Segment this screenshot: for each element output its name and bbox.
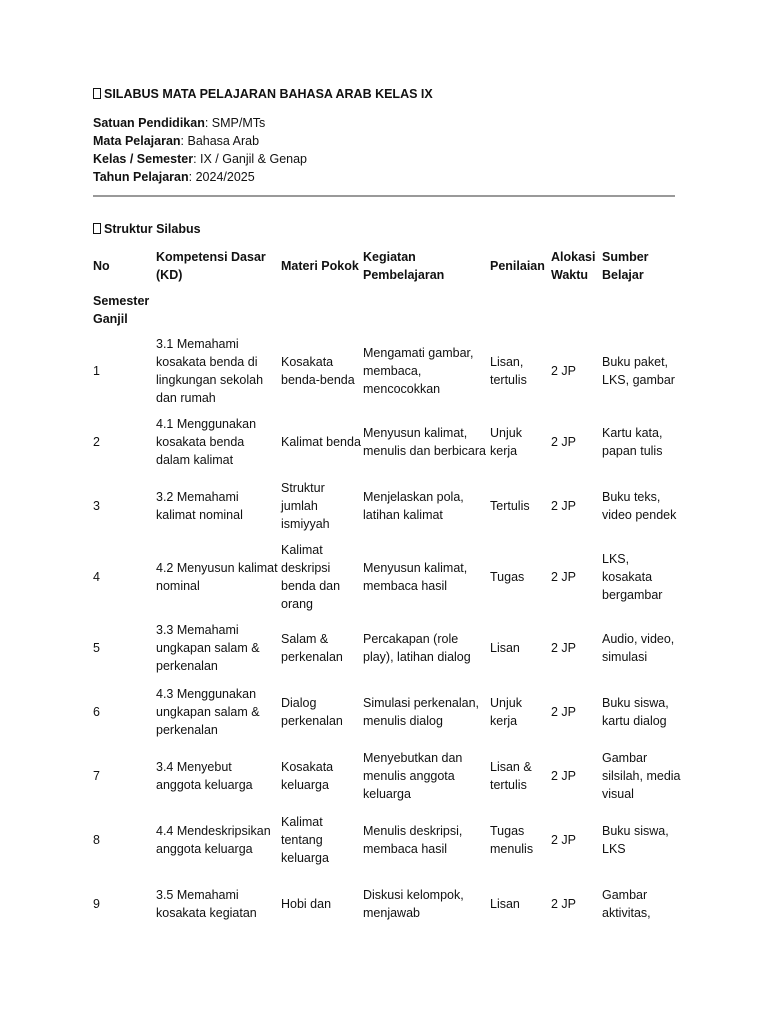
cell-penilaian: Unjuk kerja bbox=[490, 696, 522, 728]
cell-penilaian: Lisan & tertulis bbox=[490, 760, 532, 792]
cell-sumber: Buku paket, LKS, gambar bbox=[602, 355, 675, 387]
semester-row bbox=[93, 288, 683, 332]
table-row bbox=[93, 538, 683, 616]
table-row bbox=[93, 616, 683, 680]
cell-materi: Dialog perkenalan bbox=[281, 696, 343, 728]
cell-penilaian: Tugas menulis bbox=[490, 824, 534, 856]
table-row bbox=[93, 332, 683, 410]
cell-sumber: Audio, video, simulasi bbox=[602, 632, 675, 664]
cell-kegiatan: Menyusun kalimat, membaca hasil bbox=[363, 561, 468, 593]
meta-line-school: Satuan Pendidikan: SMP/MTs bbox=[93, 116, 266, 130]
cell-kegiatan: Diskusi kelompok, menjawab bbox=[363, 888, 464, 920]
cell-no: 1 bbox=[93, 364, 100, 378]
cell-no: 5 bbox=[93, 641, 100, 655]
document-title: SILABUS MATA PELAJARAN BAHASA ARAB KELAS IX bbox=[93, 87, 433, 101]
cell-penilaian: Unjuk kerja bbox=[490, 426, 522, 458]
cell-kegiatan: Percakapan (role play), latihan dialog bbox=[363, 632, 471, 664]
cell-kd: 4.3 Menggunakan ungkapan salam & perkenalan bbox=[156, 687, 260, 737]
cell-penilaian: Tugas bbox=[490, 570, 525, 584]
cell-no: 3 bbox=[93, 499, 100, 513]
cell-penilaian: Lisan bbox=[490, 897, 520, 911]
column-header-sumber: Sumber Belajar bbox=[602, 250, 649, 282]
cell-materi: Kosakata keluarga bbox=[281, 760, 334, 792]
cell-materi: Kalimat deskripsi benda dan orang bbox=[281, 543, 341, 611]
cell-kd: 3.5 Memahami kosakata kegiatan bbox=[156, 888, 257, 920]
cell-penilaian: Lisan, tertulis bbox=[490, 355, 527, 387]
meta-line-class: Kelas / Semester: IX / Ganjil & Genap bbox=[93, 152, 308, 166]
cell-kegiatan: Menjelaskan pola, latihan kalimat bbox=[363, 490, 464, 522]
table-row bbox=[93, 744, 683, 808]
cell-sumber: LKS, kosakata bergambar bbox=[602, 552, 663, 602]
cell-kd: 3.1 Memahami kosakata benda di lingkungan sekolah dan rumah bbox=[156, 337, 264, 405]
semester-label: Semester Ganjil bbox=[93, 294, 150, 326]
missing-glyph-icon bbox=[93, 223, 101, 234]
column-header-kd: Kompetensi Dasar (KD) bbox=[156, 250, 266, 282]
cell-materi: Struktur jumlah ismiyyah bbox=[281, 481, 330, 531]
cell-materi: Salam & perkenalan bbox=[281, 632, 343, 664]
table-row bbox=[93, 680, 683, 744]
cell-kegiatan: Menyusun kalimat, menulis dan berbicara bbox=[363, 426, 486, 458]
cell-alokasi: 2 JP bbox=[551, 435, 577, 449]
cell-alokasi: 2 JP bbox=[551, 705, 577, 719]
cell-materi: Kalimat benda bbox=[281, 435, 361, 449]
cell-materi: Kalimat tentang keluarga bbox=[281, 815, 329, 865]
cell-kegiatan: Menyebutkan dan menulis anggota keluarga bbox=[363, 751, 463, 801]
horizontal-divider bbox=[93, 195, 675, 197]
cell-no: 8 bbox=[93, 833, 100, 847]
cell-sumber: Gambar aktivitas, bbox=[602, 888, 651, 920]
table-body bbox=[93, 288, 683, 936]
cell-no: 6 bbox=[93, 705, 100, 719]
cell-sumber: Kartu kata, papan tulis bbox=[602, 426, 663, 458]
cell-sumber: Gambar silsilah, media visual bbox=[602, 751, 681, 801]
cell-kd: 4.2 Menyusun kalimat nominal bbox=[156, 561, 278, 593]
cell-kd: 3.3 Memahami ungkapan salam & perkenalan bbox=[156, 623, 260, 673]
cell-kd: 4.4 Mendeskripsikan anggota keluarga bbox=[156, 824, 271, 856]
column-header-alokasi: Alokasi Waktu bbox=[551, 250, 596, 282]
cell-materi: Kosakata benda-benda bbox=[281, 355, 355, 387]
column-header-no: No bbox=[93, 259, 110, 273]
table-row bbox=[93, 410, 683, 474]
document-meta bbox=[93, 114, 307, 186]
cell-no: 4 bbox=[93, 570, 100, 584]
table-row bbox=[93, 474, 683, 538]
column-header-kegiatan: Kegiatan Pembelajaran bbox=[363, 250, 445, 282]
cell-kd: 3.2 Memahami kalimat nominal bbox=[156, 490, 243, 522]
table-header-row bbox=[93, 244, 683, 288]
table-row bbox=[93, 872, 683, 936]
cell-alokasi: 2 JP bbox=[551, 570, 577, 584]
missing-glyph-icon bbox=[93, 88, 101, 99]
cell-penilaian: Lisan bbox=[490, 641, 520, 655]
cell-alokasi: 2 JP bbox=[551, 897, 577, 911]
cell-alokasi: 2 JP bbox=[551, 364, 577, 378]
cell-alokasi: 2 JP bbox=[551, 769, 577, 783]
meta-line-subject: Mata Pelajaran: Bahasa Arab bbox=[93, 134, 260, 148]
cell-penilaian: Tertulis bbox=[490, 499, 530, 513]
section-title: Struktur Silabus bbox=[93, 222, 201, 236]
cell-kd: 4.1 Menggunakan kosakata benda dalam kalimat bbox=[156, 417, 257, 467]
cell-sumber: Buku siswa, LKS bbox=[602, 824, 669, 856]
column-header-materi: Materi Pokok bbox=[281, 259, 359, 273]
cell-alokasi: 2 JP bbox=[551, 833, 577, 847]
cell-kd: 3.4 Menyebut anggota keluarga bbox=[156, 760, 253, 792]
meta-line-year: Tahun Pelajaran: 2024/2025 bbox=[93, 170, 255, 184]
cell-materi: Hobi dan bbox=[281, 897, 332, 911]
column-header-penilaian: Penilaian bbox=[490, 259, 545, 273]
cell-no: 7 bbox=[93, 769, 100, 783]
cell-sumber: Buku siswa, kartu dialog bbox=[602, 696, 669, 728]
cell-alokasi: 2 JP bbox=[551, 499, 577, 513]
table-row bbox=[93, 808, 683, 872]
cell-sumber: Buku teks, video pendek bbox=[602, 490, 677, 522]
cell-kegiatan: Mengamati gambar, membaca, mencocokkan bbox=[363, 346, 474, 396]
cell-kegiatan: Menulis deskripsi, membaca hasil bbox=[363, 824, 463, 856]
cell-kegiatan: Simulasi perkenalan, menulis dialog bbox=[363, 696, 480, 728]
syllabus-table bbox=[93, 244, 683, 936]
cell-no: 9 bbox=[93, 897, 100, 911]
cell-no: 2 bbox=[93, 435, 100, 449]
cell-alokasi: 2 JP bbox=[551, 641, 577, 655]
